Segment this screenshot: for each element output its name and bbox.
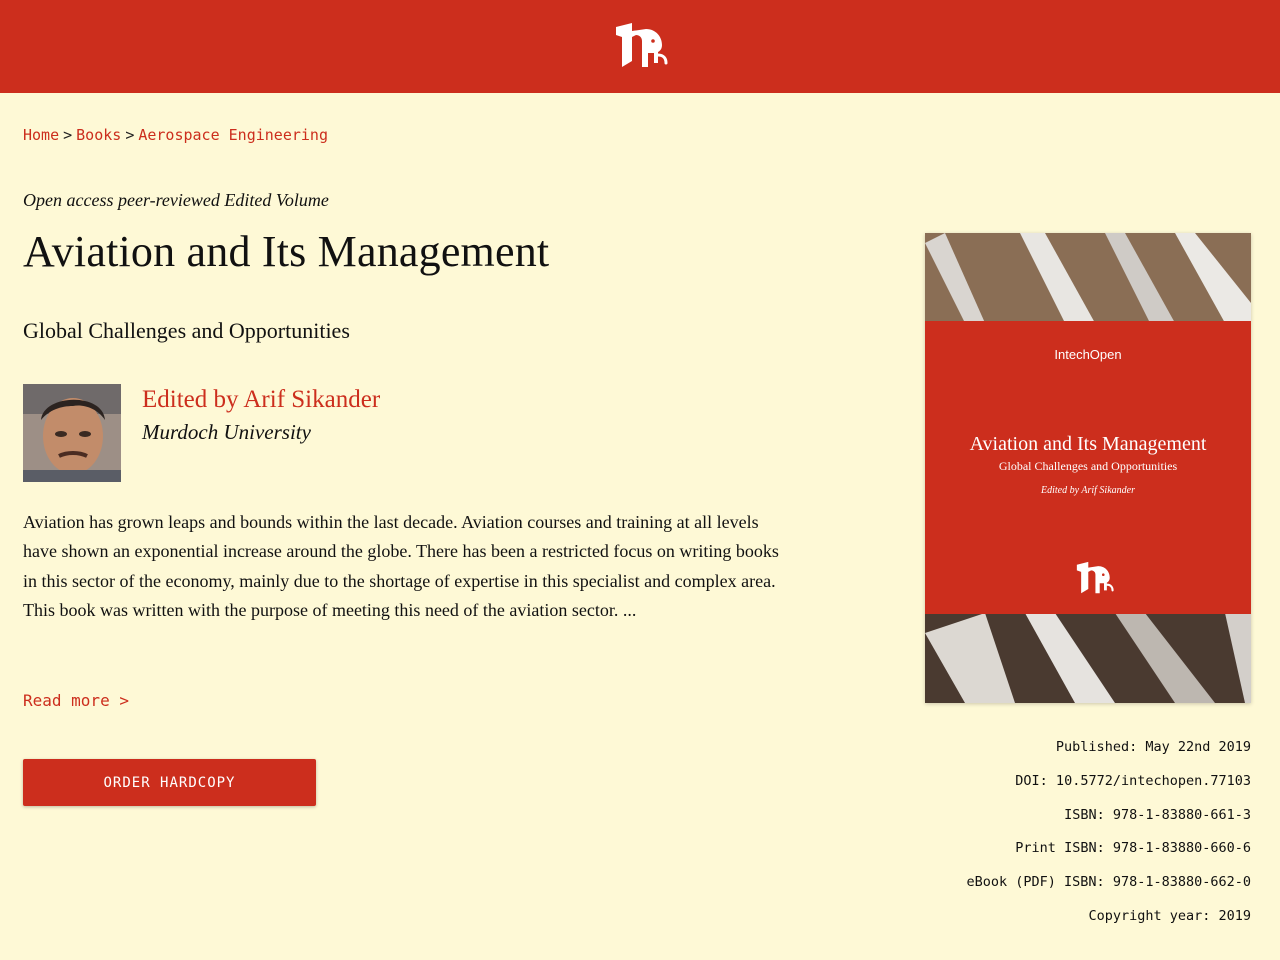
breadcrumb-home-link[interactable]: Home [23, 126, 60, 144]
breadcrumb-separator: > [63, 126, 73, 144]
page-title: Aviation and Its Management [23, 227, 550, 276]
intechopen-elephant-icon[interactable] [612, 19, 668, 75]
copyright-year: Copyright year: 2019 [1088, 907, 1251, 924]
print-isbn: Print ISBN: 978-1-83880-660-6 [1015, 840, 1251, 857]
cover-band [925, 321, 1251, 614]
book-type-label: Open access peer-reviewed Edited Volume [23, 190, 329, 210]
editor-name-link[interactable]: Edited by Arif Sikander [142, 386, 381, 413]
breadcrumb-books-link[interactable]: Books [76, 126, 122, 144]
cover-title: Aviation and Its Management [969, 433, 1207, 455]
breadcrumb [23, 126, 328, 144]
editor-photo [23, 384, 121, 482]
doi: DOI: 10.5772/intechopen.77103 [1015, 772, 1251, 789]
editor-affiliation: Murdoch University [142, 420, 311, 444]
cover-publisher: IntechOpen [1054, 347, 1122, 362]
read-more-link[interactable]: Read more > [23, 691, 129, 710]
cover-elephant-icon [1074, 559, 1114, 599]
isbn: ISBN: 978-1-83880-661-3 [1064, 806, 1251, 823]
book-cover[interactable] [925, 233, 1251, 703]
ebook-isbn: eBook (PDF) ISBN: 978-1-83880-662-0 [966, 874, 1251, 891]
editor-avatar[interactable] [23, 384, 121, 482]
top-bar [0, 0, 1280, 93]
cover-editor: Edited by Arif Sikander [1041, 485, 1135, 496]
breadcrumb-separator: > [125, 126, 135, 144]
book-subtitle: Global Challenges and Opportunities [23, 318, 350, 343]
breadcrumb-aerospace-link[interactable]: Aerospace Engineering [138, 126, 328, 144]
publication-meta [967, 737, 1251, 940]
order-hardcopy-button[interactable]: ORDER HARDCOPY [23, 759, 316, 806]
published-date: Published: May 22nd 2019 [1055, 739, 1251, 755]
cover-subtitle: Global Challenges and Opportunities [998, 459, 1178, 473]
book-description: Aviation has grown leaps and bounds within the last decade. Aviation courses and training at all levels have shown an exponential increase around the globe. There has been a restricted focus on writing books in this sector of the economy, mainly due to the shortage of expertise in this specialist and complex area. This book was written with the purpose of meeting this need of the aviation sector. ... [23, 512, 779, 620]
